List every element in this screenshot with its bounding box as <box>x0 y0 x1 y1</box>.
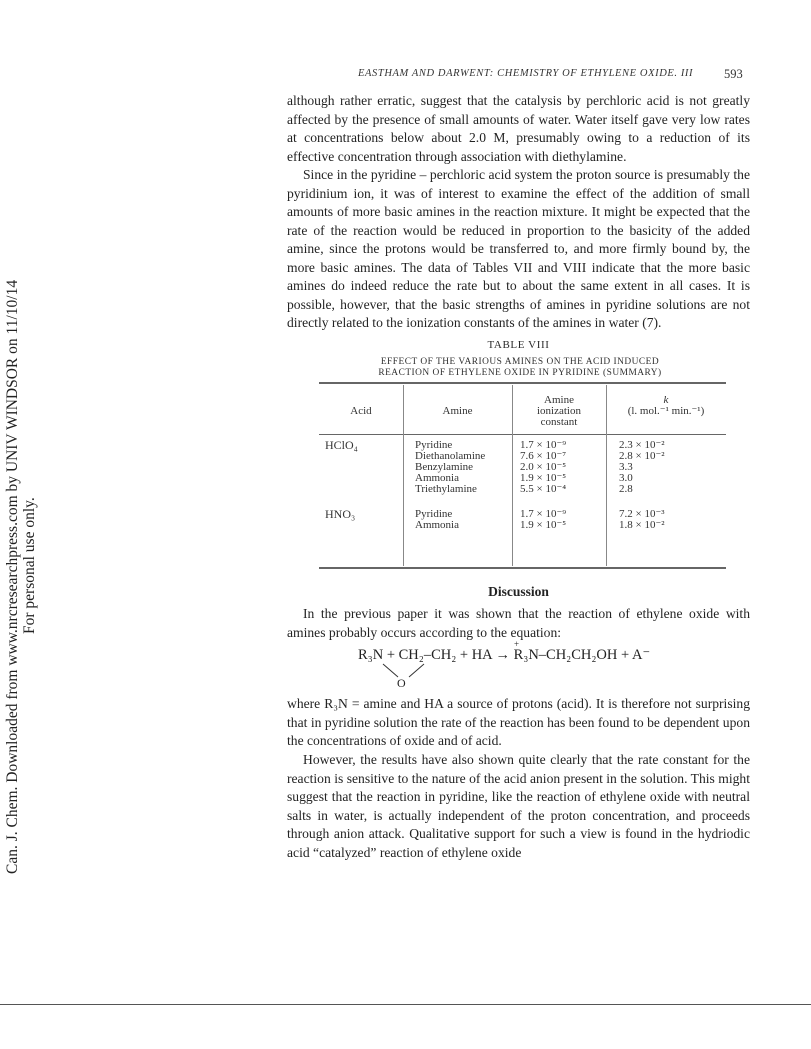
constant-cell: 2.0 × 10⁻⁵ <box>520 461 567 473</box>
download-watermark <box>2 262 42 882</box>
amine-cell: Ammonia <box>415 472 459 484</box>
epoxide-ring-bonds <box>381 663 431 681</box>
k-cell: 3.0 <box>619 472 633 484</box>
epoxide-oxygen: O <box>397 676 406 690</box>
table-caption-line: REACTION OF ETHYLENE OXIDE IN PYRIDINE (SUMMARY) <box>378 368 662 378</box>
table-top-rule <box>319 382 726 384</box>
header-k-symbol: k <box>663 394 669 406</box>
constant-cell: 1.7 × 10⁻⁹ <box>520 439 567 451</box>
page-number: 593 <box>724 67 743 81</box>
k-cell: 1.8 × 10⁻² <box>619 519 665 531</box>
amine-cell: Triethylamine <box>415 483 477 495</box>
header-rate-constant <box>606 395 726 417</box>
paragraph-text: In the previous paper it was shown that the reaction of ethylene oxide with amines probably occurs according to the equation: <box>287 606 750 640</box>
header-acid: Acid <box>350 405 372 417</box>
table-caption <box>330 357 710 379</box>
acid-cell: HClO₄ <box>325 438 358 452</box>
paragraph-text: although rather erratic, suggest that the catalysis by perchloric acid is not greatly affected by the presence of small amounts of water. Water itself gave very low rates at concentrations below about 2.0 M, presumably owing to a reduction of its effective concentration through association with diethylamine. <box>287 93 750 164</box>
k-cell: 3.3 <box>619 461 633 473</box>
discussion-heading: Discussion <box>488 584 549 599</box>
table-bottom-rule <box>319 567 726 569</box>
paragraph-text: where R₃N = amine and HA a source of protons (acid). It is therefore not surprising that in pyridine solution the rate of the reaction has been found to be dependent upon the concentrations of oxide and of acid. <box>287 696 750 748</box>
paragraph-text: Since in the pyridine – perchloric acid system the proton source is presumably the pyridinium ion, it was of interest to examine the effect of the addition of small amounts of more basic amines in the reaction mixture. It might be expected that the rate of the reaction would be reduced in proportion to the basicity of the added amine, since the protons would be transferred to, and more firmly bound by, the more basic amines. The data of Tables VII and VIII indicate that the more basic amines do indeed reduce the rate but to about the same extent in all cases. It is possible, however, that the basic strengths of amines in pyridine solutions are not directly related to the ionization constants of the amines in water (7). <box>287 167 750 330</box>
paragraph-text: However, the results have also shown quite clearly that the rate constant for the reaction is sensitive to the nature of the acid anion present in the solution. This might suggest that the reaction in pyridine, like the reaction of ethylene oxide with neutral salts in water, is actually independent of the proton concentration, and proceeds through anion attack. Qualitative support for such a view is found in the hydriodic acid “catalyzed” reaction of ethylene oxide <box>287 752 750 860</box>
amine-cell: Ammonia <box>415 519 459 531</box>
header-line: constant <box>540 416 578 428</box>
constant-cell: 5.5 × 10⁻⁴ <box>520 483 567 495</box>
paragraph-continuation <box>287 92 750 166</box>
paragraph-where <box>287 695 750 751</box>
k-cell: 2.3 × 10⁻² <box>619 439 665 451</box>
amine-rate-table <box>319 382 726 569</box>
paragraph-proton-source <box>287 166 750 333</box>
amine-cell: Pyridine <box>415 508 453 520</box>
acid-cell: HNO₃ <box>325 507 356 521</box>
quaternary-charge-mark: + <box>514 639 520 649</box>
table-caption-line: EFFECT OF THE VARIOUS AMINES ON THE ACID INDUCED <box>380 357 660 367</box>
watermark-line-2: For personal use only. <box>21 497 38 634</box>
amine-cell: Benzylamine <box>415 461 474 473</box>
constant-cell: 1.7 × 10⁻⁹ <box>520 508 567 520</box>
header-k-units: (l. mol.⁻¹ min.⁻¹) <box>627 405 705 417</box>
header-ionization-constant <box>512 395 606 428</box>
constant-cell: 1.9 × 10⁻⁵ <box>520 472 567 484</box>
page-bottom-rule <box>0 1004 811 1005</box>
amine-cell: Pyridine <box>415 439 453 451</box>
watermark-line-1: Can. J. Chem. Downloaded from www.nrcresearchpress.com by UNIV WINDSOR on 11/10/14 <box>4 279 21 874</box>
k-cell: 2.8 × 10⁻² <box>619 450 665 462</box>
table-header-rule <box>319 434 726 435</box>
k-cell: 7.2 × 10⁻³ <box>619 508 665 520</box>
reaction-equation: R₃N + CH₂–CH₂ + HA → R₃N–CH₂CH₂OH + A⁻ <box>358 647 651 663</box>
constant-cell: 7.6 × 10⁻⁷ <box>520 450 567 462</box>
running-head: EASTHAM AND DARWENT: CHEMISTRY OF ETHYLENE OXIDE. III <box>358 68 694 79</box>
table-title: TABLE VIII <box>487 339 550 351</box>
paragraph-previous-paper <box>287 605 750 642</box>
k-cell: 2.8 <box>619 483 633 495</box>
header-line: ionization <box>537 405 581 417</box>
paragraph-however <box>287 751 750 862</box>
header-amine: Amine <box>442 405 473 417</box>
header-line: Amine <box>544 394 574 406</box>
constant-cell: 1.9 × 10⁻⁵ <box>520 519 567 531</box>
amine-cell: Diethanolamine <box>415 450 486 462</box>
